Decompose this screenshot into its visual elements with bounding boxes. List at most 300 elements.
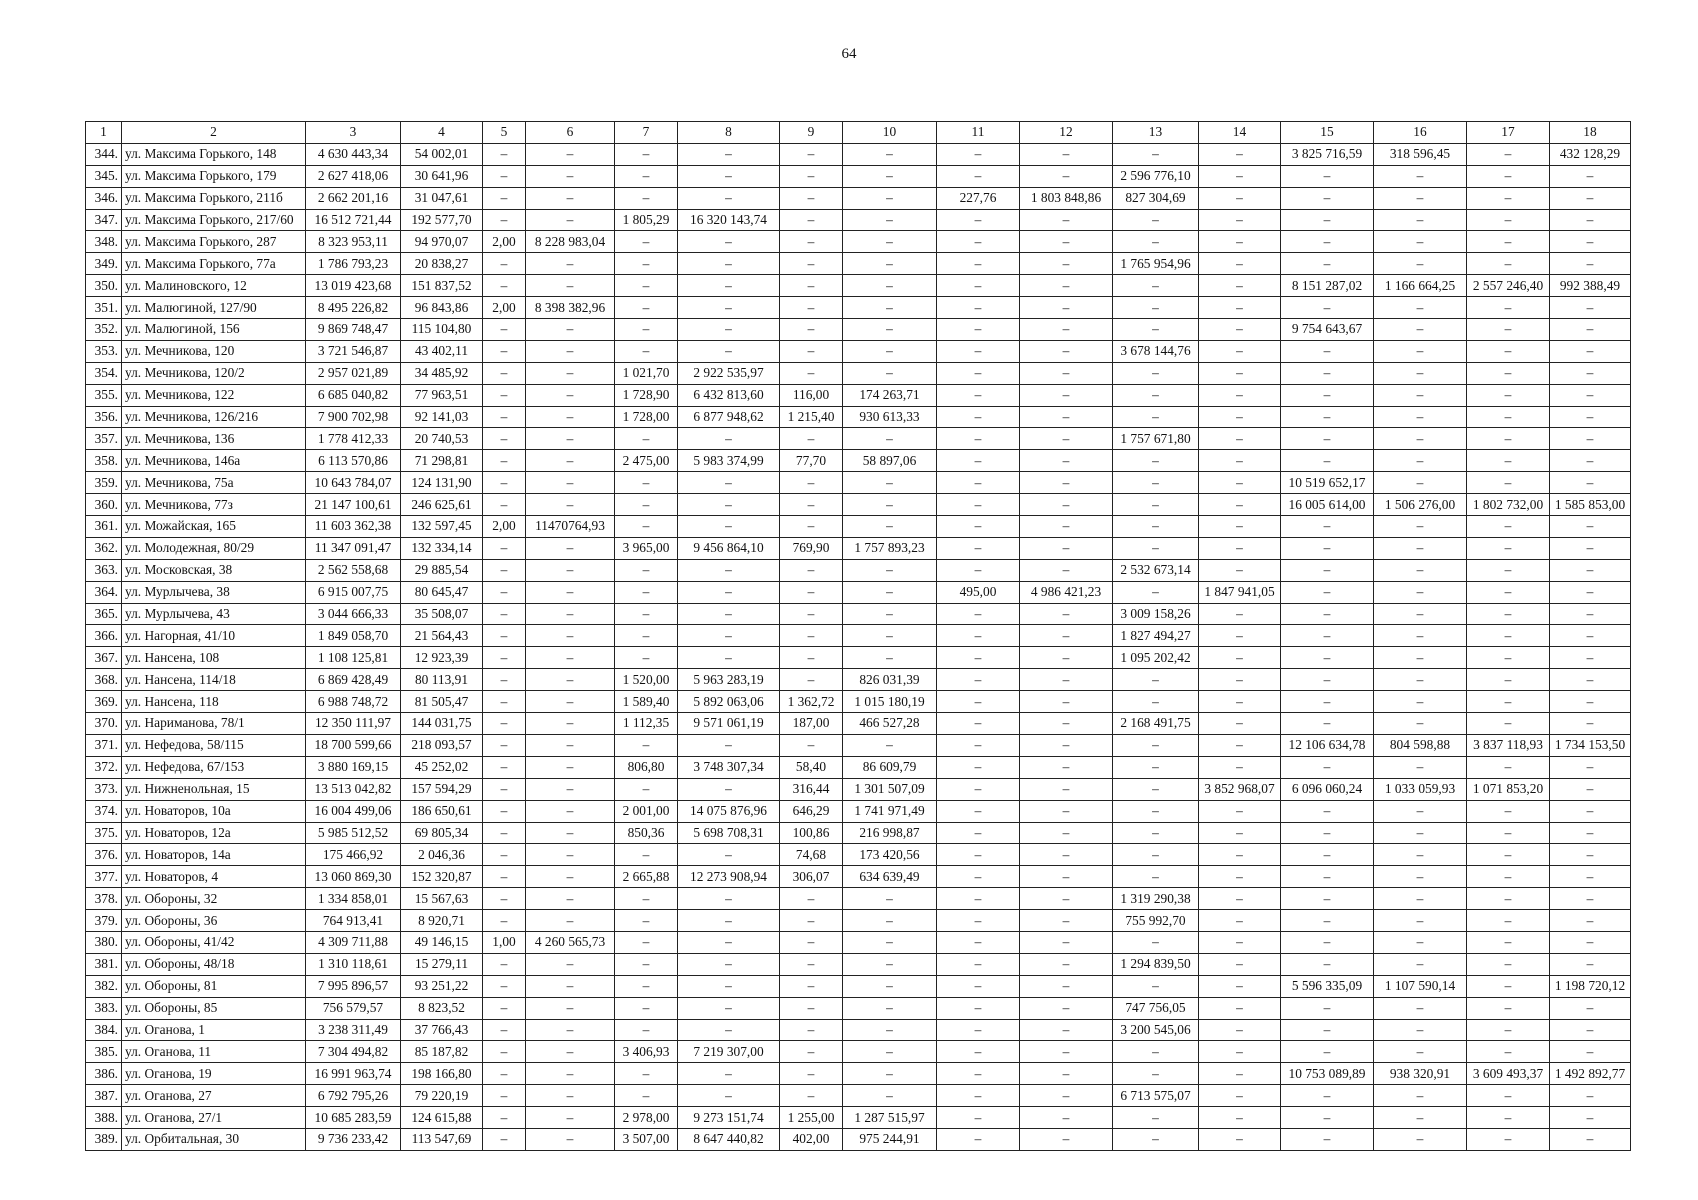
value-cell: – bbox=[1020, 472, 1113, 494]
value-cell: – bbox=[1281, 516, 1374, 538]
value-cell: 1 287 515,97 bbox=[843, 1107, 937, 1129]
value-cell: – bbox=[526, 472, 615, 494]
value-cell: – bbox=[1199, 603, 1281, 625]
row-number-cell: 368. bbox=[86, 669, 122, 691]
value-cell: – bbox=[526, 800, 615, 822]
value-cell: 4 630 443,34 bbox=[306, 143, 401, 165]
value-cell: – bbox=[1199, 713, 1281, 735]
value-cell: 12 106 634,78 bbox=[1281, 734, 1374, 756]
value-cell: – bbox=[483, 910, 526, 932]
value-cell: – bbox=[1550, 822, 1631, 844]
value-cell: 4 309 711,88 bbox=[306, 931, 401, 953]
value-cell: 1 849 058,70 bbox=[306, 625, 401, 647]
value-cell: – bbox=[937, 1128, 1020, 1150]
value-cell: – bbox=[843, 494, 937, 516]
value-cell: – bbox=[483, 428, 526, 450]
value-cell: 2 046,36 bbox=[401, 844, 483, 866]
value-cell: 9 736 233,42 bbox=[306, 1128, 401, 1150]
address-cell: ул. Обороны, 36 bbox=[122, 910, 306, 932]
value-cell: – bbox=[1113, 800, 1199, 822]
column-header: 11 bbox=[937, 122, 1020, 144]
column-header: 8 bbox=[678, 122, 780, 144]
row-number-cell: 372. bbox=[86, 756, 122, 778]
value-cell: – bbox=[1550, 1085, 1631, 1107]
table-row bbox=[86, 209, 1631, 231]
value-cell: – bbox=[1020, 910, 1113, 932]
value-cell: 1 757 893,23 bbox=[843, 537, 937, 559]
value-cell: 1 362,72 bbox=[780, 691, 843, 713]
value-cell: – bbox=[615, 340, 678, 362]
address-cell: ул. Новаторов, 12а bbox=[122, 822, 306, 844]
row-number-cell: 378. bbox=[86, 888, 122, 910]
row-number-cell: 379. bbox=[86, 910, 122, 932]
value-cell: – bbox=[615, 888, 678, 910]
value-cell: – bbox=[1374, 362, 1467, 384]
value-cell: 10 753 089,89 bbox=[1281, 1063, 1374, 1085]
value-cell: 3 406,93 bbox=[615, 1041, 678, 1063]
value-cell: – bbox=[1467, 340, 1550, 362]
value-cell: – bbox=[526, 953, 615, 975]
value-cell: – bbox=[1113, 1041, 1199, 1063]
value-cell: – bbox=[1550, 231, 1631, 253]
table-row bbox=[86, 428, 1631, 450]
address-cell: ул. Обороны, 48/18 bbox=[122, 953, 306, 975]
value-cell: 77,70 bbox=[780, 450, 843, 472]
value-cell: – bbox=[1281, 362, 1374, 384]
value-cell: – bbox=[780, 1063, 843, 1085]
value-cell: 1 805,29 bbox=[615, 209, 678, 231]
column-header: 14 bbox=[1199, 122, 1281, 144]
value-cell: – bbox=[1281, 844, 1374, 866]
value-cell: 246 625,61 bbox=[401, 494, 483, 516]
value-cell: – bbox=[1374, 1041, 1467, 1063]
value-cell: – bbox=[1113, 209, 1199, 231]
value-cell: 316,44 bbox=[780, 778, 843, 800]
value-cell: – bbox=[678, 581, 780, 603]
value-cell: – bbox=[1199, 734, 1281, 756]
value-cell: – bbox=[483, 822, 526, 844]
value-cell: – bbox=[526, 975, 615, 997]
value-cell: 192 577,70 bbox=[401, 209, 483, 231]
value-cell: – bbox=[678, 494, 780, 516]
table-body bbox=[86, 143, 1631, 1150]
value-cell: – bbox=[1113, 384, 1199, 406]
value-cell: 1 778 412,33 bbox=[306, 428, 401, 450]
value-cell: – bbox=[1550, 406, 1631, 428]
value-cell: – bbox=[526, 713, 615, 735]
value-cell: – bbox=[483, 1128, 526, 1150]
value-cell: 7 900 702,98 bbox=[306, 406, 401, 428]
row-number-cell: 367. bbox=[86, 647, 122, 669]
value-cell: – bbox=[483, 1085, 526, 1107]
value-cell: 115 104,80 bbox=[401, 319, 483, 341]
value-cell: 7 219 307,00 bbox=[678, 1041, 780, 1063]
value-cell: – bbox=[615, 603, 678, 625]
value-cell: – bbox=[526, 319, 615, 341]
address-cell: ул. Обороны, 85 bbox=[122, 997, 306, 1019]
value-cell: – bbox=[1374, 516, 1467, 538]
value-cell: – bbox=[1374, 1085, 1467, 1107]
table-row bbox=[86, 537, 1631, 559]
row-number-cell: 359. bbox=[86, 472, 122, 494]
value-cell: – bbox=[937, 209, 1020, 231]
value-cell: 1 319 290,38 bbox=[1113, 888, 1199, 910]
value-cell: 6 113 570,86 bbox=[306, 450, 401, 472]
value-cell: 1 765 954,96 bbox=[1113, 253, 1199, 275]
value-cell: – bbox=[1020, 297, 1113, 319]
value-cell: – bbox=[1467, 625, 1550, 647]
value-cell: – bbox=[1374, 231, 1467, 253]
value-cell: 1 215,40 bbox=[780, 406, 843, 428]
value-cell: 3 678 144,76 bbox=[1113, 340, 1199, 362]
value-cell: – bbox=[678, 231, 780, 253]
value-cell: – bbox=[526, 669, 615, 691]
value-cell: 14 075 876,96 bbox=[678, 800, 780, 822]
value-cell: – bbox=[526, 822, 615, 844]
value-cell: – bbox=[937, 910, 1020, 932]
value-cell: – bbox=[1020, 888, 1113, 910]
value-cell: – bbox=[1199, 844, 1281, 866]
value-cell: 13 019 423,68 bbox=[306, 275, 401, 297]
value-cell: – bbox=[1199, 975, 1281, 997]
value-cell: – bbox=[780, 1085, 843, 1107]
value-cell: – bbox=[1550, 472, 1631, 494]
address-cell: ул. Орбитальная, 30 bbox=[122, 1128, 306, 1150]
value-cell: 826 031,39 bbox=[843, 669, 937, 691]
value-cell: – bbox=[937, 516, 1020, 538]
value-cell: – bbox=[1550, 953, 1631, 975]
value-cell: 6 792 795,26 bbox=[306, 1085, 401, 1107]
value-cell: 21 564,43 bbox=[401, 625, 483, 647]
value-cell: 31 047,61 bbox=[401, 187, 483, 209]
value-cell: – bbox=[678, 275, 780, 297]
value-cell: – bbox=[1467, 384, 1550, 406]
value-cell: – bbox=[1281, 1107, 1374, 1129]
value-cell: – bbox=[526, 1128, 615, 1150]
value-cell: – bbox=[483, 800, 526, 822]
value-cell: – bbox=[1374, 756, 1467, 778]
value-cell: 8 495 226,82 bbox=[306, 297, 401, 319]
column-header: 17 bbox=[1467, 122, 1550, 144]
value-cell: – bbox=[1467, 822, 1550, 844]
value-cell: – bbox=[678, 319, 780, 341]
address-cell: ул. Максима Горького, 148 bbox=[122, 143, 306, 165]
value-cell: 71 298,81 bbox=[401, 450, 483, 472]
value-cell: – bbox=[843, 165, 937, 187]
value-cell: 9 273 151,74 bbox=[678, 1107, 780, 1129]
value-cell: 6 096 060,24 bbox=[1281, 778, 1374, 800]
value-cell: – bbox=[1020, 537, 1113, 559]
value-cell: 2 665,88 bbox=[615, 866, 678, 888]
value-cell: 2 978,00 bbox=[615, 1107, 678, 1129]
value-cell: 1 015 180,19 bbox=[843, 691, 937, 713]
value-cell: – bbox=[678, 516, 780, 538]
value-cell: 3 009 158,26 bbox=[1113, 603, 1199, 625]
value-cell: 8 323 953,11 bbox=[306, 231, 401, 253]
value-cell: – bbox=[526, 537, 615, 559]
value-cell: – bbox=[1020, 516, 1113, 538]
value-cell: – bbox=[526, 1107, 615, 1129]
value-cell: – bbox=[843, 187, 937, 209]
value-cell: – bbox=[1199, 931, 1281, 953]
value-cell: – bbox=[1374, 428, 1467, 450]
value-cell: – bbox=[483, 734, 526, 756]
value-cell: 5 698 708,31 bbox=[678, 822, 780, 844]
value-cell: – bbox=[1374, 844, 1467, 866]
value-cell: – bbox=[843, 975, 937, 997]
value-cell: 79 220,19 bbox=[401, 1085, 483, 1107]
value-cell: – bbox=[526, 778, 615, 800]
value-cell: – bbox=[1113, 537, 1199, 559]
value-cell: 6 877 948,62 bbox=[678, 406, 780, 428]
value-cell: – bbox=[937, 406, 1020, 428]
table-row bbox=[86, 734, 1631, 756]
value-cell: – bbox=[1199, 1041, 1281, 1063]
value-cell: – bbox=[1550, 713, 1631, 735]
value-cell: – bbox=[1374, 340, 1467, 362]
value-cell: – bbox=[678, 253, 780, 275]
value-cell: – bbox=[780, 647, 843, 669]
value-cell: – bbox=[1199, 187, 1281, 209]
value-cell: – bbox=[1113, 472, 1199, 494]
address-cell: ул. Оганова, 19 bbox=[122, 1063, 306, 1085]
value-cell: – bbox=[1199, 516, 1281, 538]
value-cell: – bbox=[1467, 647, 1550, 669]
value-cell: – bbox=[1550, 844, 1631, 866]
value-cell: – bbox=[780, 559, 843, 581]
value-cell: – bbox=[1020, 275, 1113, 297]
address-cell: ул. Мурлычева, 38 bbox=[122, 581, 306, 603]
value-cell: – bbox=[1550, 187, 1631, 209]
value-cell: – bbox=[937, 603, 1020, 625]
value-cell: – bbox=[780, 1019, 843, 1041]
row-number-cell: 383. bbox=[86, 997, 122, 1019]
value-cell: – bbox=[1199, 822, 1281, 844]
row-number-cell: 356. bbox=[86, 406, 122, 428]
value-cell: 3 507,00 bbox=[615, 1128, 678, 1150]
value-cell: – bbox=[615, 253, 678, 275]
value-cell: – bbox=[1467, 1128, 1550, 1150]
address-cell: ул. Оганова, 27/1 bbox=[122, 1107, 306, 1129]
value-cell: 132 334,14 bbox=[401, 537, 483, 559]
value-cell: 85 187,82 bbox=[401, 1041, 483, 1063]
table-row bbox=[86, 756, 1631, 778]
value-cell: 16 320 143,74 bbox=[678, 209, 780, 231]
value-cell: – bbox=[937, 362, 1020, 384]
value-cell: – bbox=[526, 450, 615, 472]
value-cell: – bbox=[615, 1019, 678, 1041]
value-cell: – bbox=[483, 997, 526, 1019]
value-cell: – bbox=[1113, 866, 1199, 888]
value-cell: – bbox=[483, 1041, 526, 1063]
value-cell: – bbox=[780, 975, 843, 997]
value-cell: 16 991 963,74 bbox=[306, 1063, 401, 1085]
value-cell: – bbox=[780, 340, 843, 362]
value-cell: – bbox=[843, 647, 937, 669]
value-cell: 96 843,86 bbox=[401, 297, 483, 319]
value-cell: – bbox=[1374, 319, 1467, 341]
value-cell: 466 527,28 bbox=[843, 713, 937, 735]
value-cell: – bbox=[780, 362, 843, 384]
value-cell: – bbox=[937, 340, 1020, 362]
value-cell: 804 598,88 bbox=[1374, 734, 1467, 756]
value-cell: – bbox=[678, 778, 780, 800]
value-cell: – bbox=[526, 253, 615, 275]
value-cell: – bbox=[1374, 647, 1467, 669]
value-cell: 2,00 bbox=[483, 297, 526, 319]
value-cell: – bbox=[615, 910, 678, 932]
value-cell: 6 685 040,82 bbox=[306, 384, 401, 406]
value-cell: – bbox=[615, 975, 678, 997]
table-row bbox=[86, 253, 1631, 275]
value-cell: 80 113,91 bbox=[401, 669, 483, 691]
value-cell: – bbox=[526, 691, 615, 713]
value-cell: – bbox=[526, 910, 615, 932]
value-cell: – bbox=[1113, 756, 1199, 778]
value-cell: – bbox=[1281, 997, 1374, 1019]
value-cell: 3 044 666,33 bbox=[306, 603, 401, 625]
value-cell: – bbox=[526, 165, 615, 187]
value-cell: – bbox=[483, 669, 526, 691]
table-row bbox=[86, 340, 1631, 362]
value-cell: – bbox=[1020, 975, 1113, 997]
page-number: 64 bbox=[841, 46, 857, 62]
column-header: 5 bbox=[483, 122, 526, 144]
address-cell: ул. Обороны, 32 bbox=[122, 888, 306, 910]
value-cell: – bbox=[937, 319, 1020, 341]
table-row bbox=[86, 143, 1631, 165]
value-cell: 93 251,22 bbox=[401, 975, 483, 997]
value-cell: – bbox=[1374, 187, 1467, 209]
value-cell: – bbox=[615, 297, 678, 319]
column-header: 6 bbox=[526, 122, 615, 144]
value-cell: – bbox=[1550, 537, 1631, 559]
row-number-cell: 388. bbox=[86, 1107, 122, 1129]
value-cell: – bbox=[1467, 319, 1550, 341]
value-cell: 3 852 968,07 bbox=[1199, 778, 1281, 800]
value-cell: – bbox=[615, 778, 678, 800]
address-cell: ул. Максима Горького, 179 bbox=[122, 165, 306, 187]
table-row bbox=[86, 625, 1631, 647]
value-cell: – bbox=[937, 231, 1020, 253]
value-cell: – bbox=[1199, 297, 1281, 319]
value-cell: – bbox=[780, 888, 843, 910]
row-number-cell: 363. bbox=[86, 559, 122, 581]
value-cell: – bbox=[1374, 450, 1467, 472]
table-row bbox=[86, 997, 1631, 1019]
value-cell: – bbox=[1199, 231, 1281, 253]
value-cell: 5 892 063,06 bbox=[678, 691, 780, 713]
value-cell: 10 685 283,59 bbox=[306, 1107, 401, 1129]
value-cell: 1 734 153,50 bbox=[1550, 734, 1631, 756]
value-cell: – bbox=[1467, 362, 1550, 384]
value-cell: – bbox=[1281, 559, 1374, 581]
row-number-cell: 377. bbox=[86, 866, 122, 888]
value-cell: – bbox=[483, 537, 526, 559]
value-cell: – bbox=[1281, 931, 1374, 953]
value-cell: – bbox=[1374, 559, 1467, 581]
value-cell: – bbox=[1199, 209, 1281, 231]
column-header: 12 bbox=[1020, 122, 1113, 144]
value-cell: – bbox=[1199, 494, 1281, 516]
value-cell: 7 304 494,82 bbox=[306, 1041, 401, 1063]
value-cell: – bbox=[678, 647, 780, 669]
value-cell: – bbox=[843, 209, 937, 231]
value-cell: – bbox=[1374, 931, 1467, 953]
value-cell: – bbox=[678, 187, 780, 209]
value-cell: – bbox=[843, 340, 937, 362]
value-cell: 54 002,01 bbox=[401, 143, 483, 165]
value-cell: – bbox=[1374, 800, 1467, 822]
value-cell: 8 151 287,02 bbox=[1281, 275, 1374, 297]
value-cell: – bbox=[1199, 253, 1281, 275]
value-cell: – bbox=[483, 713, 526, 735]
table-row bbox=[86, 362, 1631, 384]
value-cell: – bbox=[526, 1085, 615, 1107]
value-cell: 15 567,63 bbox=[401, 888, 483, 910]
value-cell: – bbox=[1020, 494, 1113, 516]
value-cell: – bbox=[1374, 1128, 1467, 1150]
value-cell: – bbox=[483, 362, 526, 384]
value-cell: 16 512 721,44 bbox=[306, 209, 401, 231]
value-cell: – bbox=[1467, 603, 1550, 625]
value-cell: – bbox=[1199, 1107, 1281, 1129]
value-cell: – bbox=[615, 647, 678, 669]
value-cell: – bbox=[1281, 866, 1374, 888]
value-cell: – bbox=[678, 559, 780, 581]
value-cell: 3 721 546,87 bbox=[306, 340, 401, 362]
value-cell: 938 320,91 bbox=[1374, 1063, 1467, 1085]
value-cell: – bbox=[780, 997, 843, 1019]
value-cell: – bbox=[843, 931, 937, 953]
address-cell: ул. Оганова, 27 bbox=[122, 1085, 306, 1107]
value-cell: – bbox=[937, 931, 1020, 953]
value-cell: – bbox=[843, 275, 937, 297]
value-cell: – bbox=[937, 384, 1020, 406]
value-cell: – bbox=[1550, 559, 1631, 581]
value-cell: – bbox=[1199, 1128, 1281, 1150]
value-cell: 769,90 bbox=[780, 537, 843, 559]
value-cell: 3 837 118,93 bbox=[1467, 734, 1550, 756]
value-cell: – bbox=[526, 406, 615, 428]
column-header: 16 bbox=[1374, 122, 1467, 144]
table-row bbox=[86, 953, 1631, 975]
value-cell: – bbox=[1550, 297, 1631, 319]
value-cell: 157 594,29 bbox=[401, 778, 483, 800]
value-cell: 1 033 059,93 bbox=[1374, 778, 1467, 800]
value-cell: – bbox=[1113, 1128, 1199, 1150]
value-cell: – bbox=[483, 406, 526, 428]
value-cell: 5 963 283,19 bbox=[678, 669, 780, 691]
value-cell: – bbox=[1467, 1041, 1550, 1063]
value-cell: – bbox=[526, 625, 615, 647]
value-cell: 1 021,70 bbox=[615, 362, 678, 384]
table-row bbox=[86, 472, 1631, 494]
value-cell: 11470764,93 bbox=[526, 516, 615, 538]
table-row bbox=[86, 1041, 1631, 1063]
value-cell: – bbox=[1467, 187, 1550, 209]
value-cell: – bbox=[1281, 953, 1374, 975]
value-cell: 8 823,52 bbox=[401, 997, 483, 1019]
value-cell: – bbox=[1467, 165, 1550, 187]
table-row bbox=[86, 450, 1631, 472]
value-cell: 1 334 858,01 bbox=[306, 888, 401, 910]
value-cell: – bbox=[843, 1063, 937, 1085]
value-cell: – bbox=[483, 581, 526, 603]
value-cell: – bbox=[1467, 844, 1550, 866]
value-cell: 9 571 061,19 bbox=[678, 713, 780, 735]
value-cell: – bbox=[1467, 209, 1550, 231]
